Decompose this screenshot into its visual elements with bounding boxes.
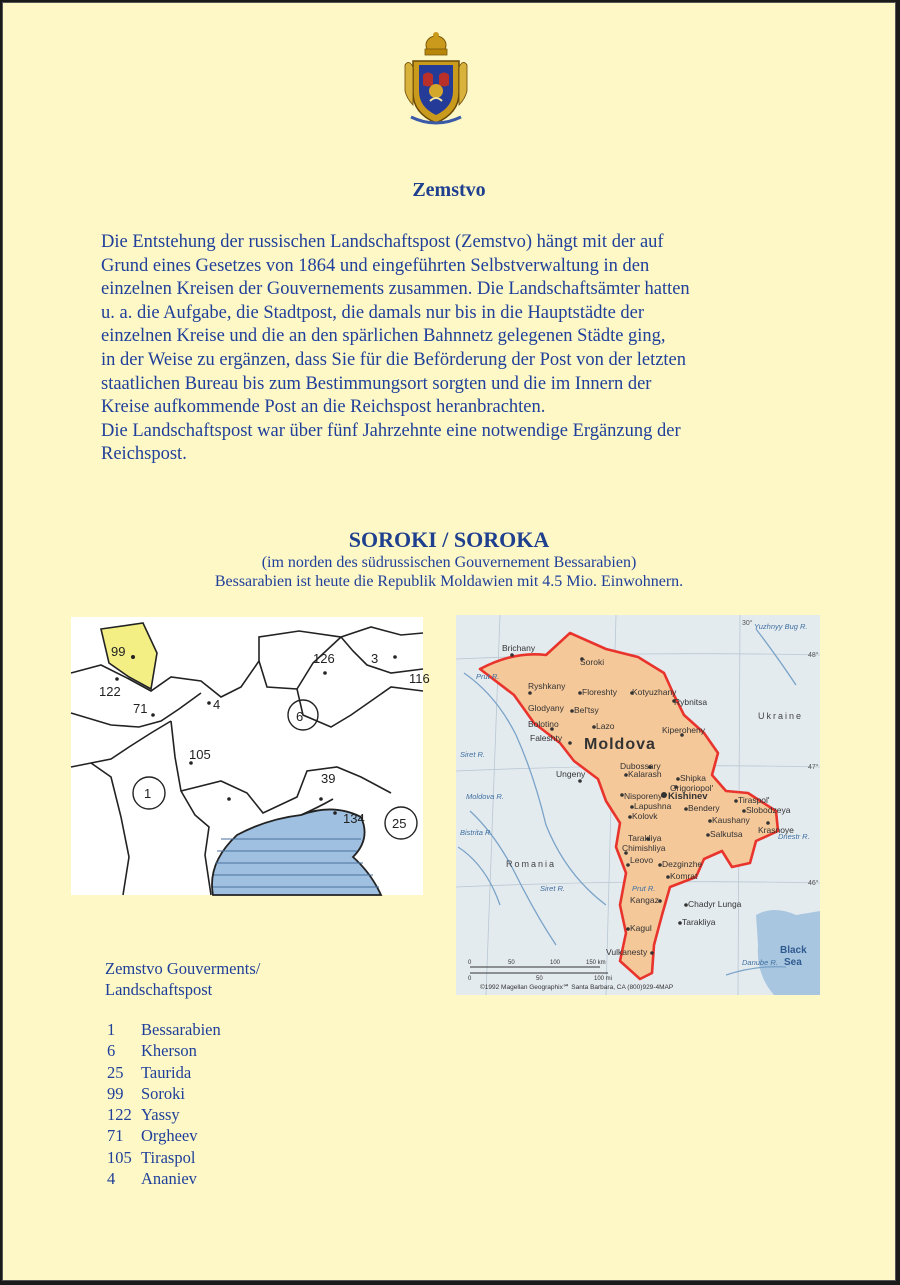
map-city-label: Lapushna (634, 801, 672, 811)
map-city-label: Leovo (630, 855, 654, 865)
sketch-label: 71 (133, 701, 148, 716)
legend-title (105, 958, 260, 1000)
map-city-label: Ungeny (556, 769, 586, 779)
legend-number: 105 (107, 1147, 132, 1167)
sketch-label: 122 (99, 684, 121, 699)
map-city-label: Tarakliya (682, 917, 716, 927)
legend-item (107, 1125, 221, 1146)
sketch-label: 99 (111, 644, 126, 659)
map-river-label: Prut R. (632, 884, 656, 893)
legend-name: Bessarabien (141, 1020, 221, 1039)
map-river-label: Dnestr R. (778, 832, 810, 841)
map-country-label: Moldova (584, 736, 656, 753)
legend-item (107, 1040, 221, 1061)
intro-line: Grund eines Gesetzes von 1864 und eingeführten Selbstverwaltung in den (101, 255, 650, 276)
map-river-label: Yuzhnyy Bug R. (754, 622, 808, 631)
sketch-label: 126 (313, 651, 335, 666)
legend-item (107, 1062, 221, 1083)
map-city-label: Chimishliya (622, 843, 666, 853)
map-city-label: Bel'tsy (574, 705, 599, 715)
intro-line: in der Weise zu ergänzen, dass Sie für die Beförderung der Post von der letzten (101, 349, 687, 370)
map-city-label: Chadyr Lunga (688, 899, 742, 909)
scale-label: 100 (550, 960, 561, 966)
map-city-label: Nisporeny (624, 791, 663, 801)
scale-label: 100 mi (594, 976, 613, 982)
map-river-label: Siret R. (540, 884, 566, 893)
album-page (2, 2, 896, 1281)
legend-name: Kherson (141, 1041, 197, 1061)
sketch-map-drawing (71, 617, 430, 895)
map-city-label: Kagul (630, 923, 652, 933)
legend-name: Yassy (141, 1105, 180, 1125)
map-city-label: Rybnitsa (674, 697, 708, 707)
page-title: Zemstvo (412, 179, 486, 201)
map-river-label: Bistrita R. (460, 828, 493, 837)
map-longitude-label: 30° (742, 620, 753, 627)
map-city-label: Glodyany (528, 703, 564, 713)
section-subtitle: (im norden des südrussischen Gouvernement Bessarabien) (261, 554, 637, 571)
legend-item (107, 1019, 221, 1040)
map-city-label: Shipka (680, 773, 706, 783)
map-latitude-label: 47° (808, 764, 819, 771)
moldova-map-drawing (456, 615, 820, 995)
legend-number: 25 (107, 1062, 124, 1082)
map-city-label: Komrat (670, 871, 698, 881)
intro-line: einzelnen Kreisen der Gouvernements zusammen. Die Landschaftsämter hatten (101, 279, 690, 300)
legend-item (107, 1168, 221, 1189)
map-city-label: Brichany (502, 643, 536, 653)
legend-name: Orgheev (141, 1126, 198, 1146)
map-city-label: Ryshkany (528, 681, 566, 691)
scale-label: 150 km (586, 960, 606, 966)
sketch-label: 116 (409, 671, 430, 686)
map-river-label: Prut R. (476, 672, 500, 681)
map-city-label: Kiperoheny (662, 725, 706, 735)
map-neighbor-label: Ukraine (758, 711, 804, 721)
map-river-label: Siret R. (460, 750, 486, 759)
legend-number: 1 (107, 1020, 116, 1039)
map-city-label: Grigoriopol' (670, 783, 714, 793)
sketch-label: 3 (371, 651, 379, 666)
intro-line: Reichspost. (101, 444, 187, 465)
legend-name: Soroki (141, 1083, 186, 1103)
scale-label: 0 (468, 960, 472, 966)
sketch-label: 1 (144, 786, 152, 801)
map-city-label: Kangaz (630, 895, 659, 905)
map-city-label: Dezginzhe (662, 859, 703, 869)
intro-text (101, 231, 821, 467)
map-sea-label: Sea (784, 957, 802, 968)
sketch-label: 134 (343, 811, 365, 826)
intro-line: staatlichen Bureau bis zum Bestimmungsort sorgten und die im Innern der (101, 373, 652, 394)
map-capital-label: Kishinev (668, 791, 708, 802)
legend-item (107, 1083, 221, 1104)
legend-title-line: Zemstvo Gouverments/ (105, 959, 261, 978)
map-city-label: Salkutsa (710, 829, 743, 839)
map-city-label: Bendery (688, 803, 720, 813)
intro-line: einzelnen Kreise und die an den spärlichen Bahnnetz gelegenen Städte ging, (101, 326, 666, 347)
district-sketch-map (71, 617, 430, 895)
map-sea-label: Black (780, 945, 807, 956)
map-city-label: Slobodzeya (746, 805, 791, 815)
legend-name: Taurida (141, 1062, 192, 1082)
section-title: SOROKI / SOROKA (348, 527, 550, 552)
sketch-label: 6 (296, 709, 304, 724)
legend-number: 71 (107, 1126, 124, 1146)
legend-number: 122 (107, 1105, 132, 1125)
sketch-label: 25 (392, 816, 407, 831)
legend-number: 4 (107, 1169, 116, 1189)
moldova-map (456, 615, 820, 995)
scale-label: 0 (468, 976, 472, 982)
map-city-label: Bolotino (528, 719, 559, 729)
sketch-label: 105 (189, 747, 211, 762)
map-city-label: Tarakliya (628, 833, 662, 843)
intro-line: Die Entstehung der russischen Landschaftspost (Zemstvo) hängt mit der auf (101, 232, 664, 252)
legend-item (107, 1147, 221, 1168)
legend-name: Ananiev (141, 1169, 197, 1189)
scale-label: 50 (536, 976, 543, 982)
map-city-label: Lazo (596, 721, 615, 731)
map-city-label: Faleshty (530, 733, 563, 743)
map-city-label: Vulkanesty (606, 947, 648, 957)
legend-title-line: Landschaftspost (105, 980, 213, 999)
scale-label: 50 (508, 960, 515, 966)
map-river-label: Moldova R. (466, 792, 504, 801)
intro-line: Die Landschaftspost war über fünf Jahrzehnte eine notwendige Ergänzung der (101, 420, 681, 441)
map-city-label: Dubossary (620, 761, 661, 771)
legend-item (107, 1104, 221, 1125)
map-city-label: Soroki (580, 657, 605, 667)
map-city-label: Krasnoye (758, 825, 794, 835)
bessarabia-coat-of-arms (401, 31, 471, 129)
legend-number: 6 (107, 1041, 116, 1061)
legend-name: Tiraspol (141, 1147, 196, 1167)
map-river-label: Danube R. (742, 958, 778, 967)
map-copyright: ©1992 Magellan Geographix℠ Santa Barbara, CA (800)929-4MAP (480, 984, 674, 991)
map-neighbor-label: Romania (506, 859, 557, 869)
sketch-label: 39 (321, 771, 336, 786)
map-city-label: Floreshty (582, 687, 617, 697)
legend-number: 99 (107, 1083, 124, 1103)
sketch-label: 4 (213, 697, 221, 712)
map-city-label: Kaushany (712, 815, 750, 825)
map-city-label: Kalarash (628, 769, 662, 779)
section-subtitle: Bessarabien ist heute die Republik Moldawien mit 4.5 Mio. Einwohnern. (214, 573, 684, 590)
map-city-label: Kolovk (632, 811, 658, 821)
map-latitude-label: 48° (808, 652, 819, 659)
map-city-label: Tiraspol' (738, 795, 770, 805)
intro-line: Kreise aufkommende Post an die Reichspost heranbrachten. (101, 397, 546, 418)
map-city-label: Kotyuzhany (632, 687, 677, 697)
intro-line: u. a. die Aufgabe, die Stadtpost, die damals nur bis in die Hauptstädte der (101, 302, 645, 323)
district-legend (107, 1019, 221, 1189)
map-latitude-label: 46° (808, 880, 819, 887)
